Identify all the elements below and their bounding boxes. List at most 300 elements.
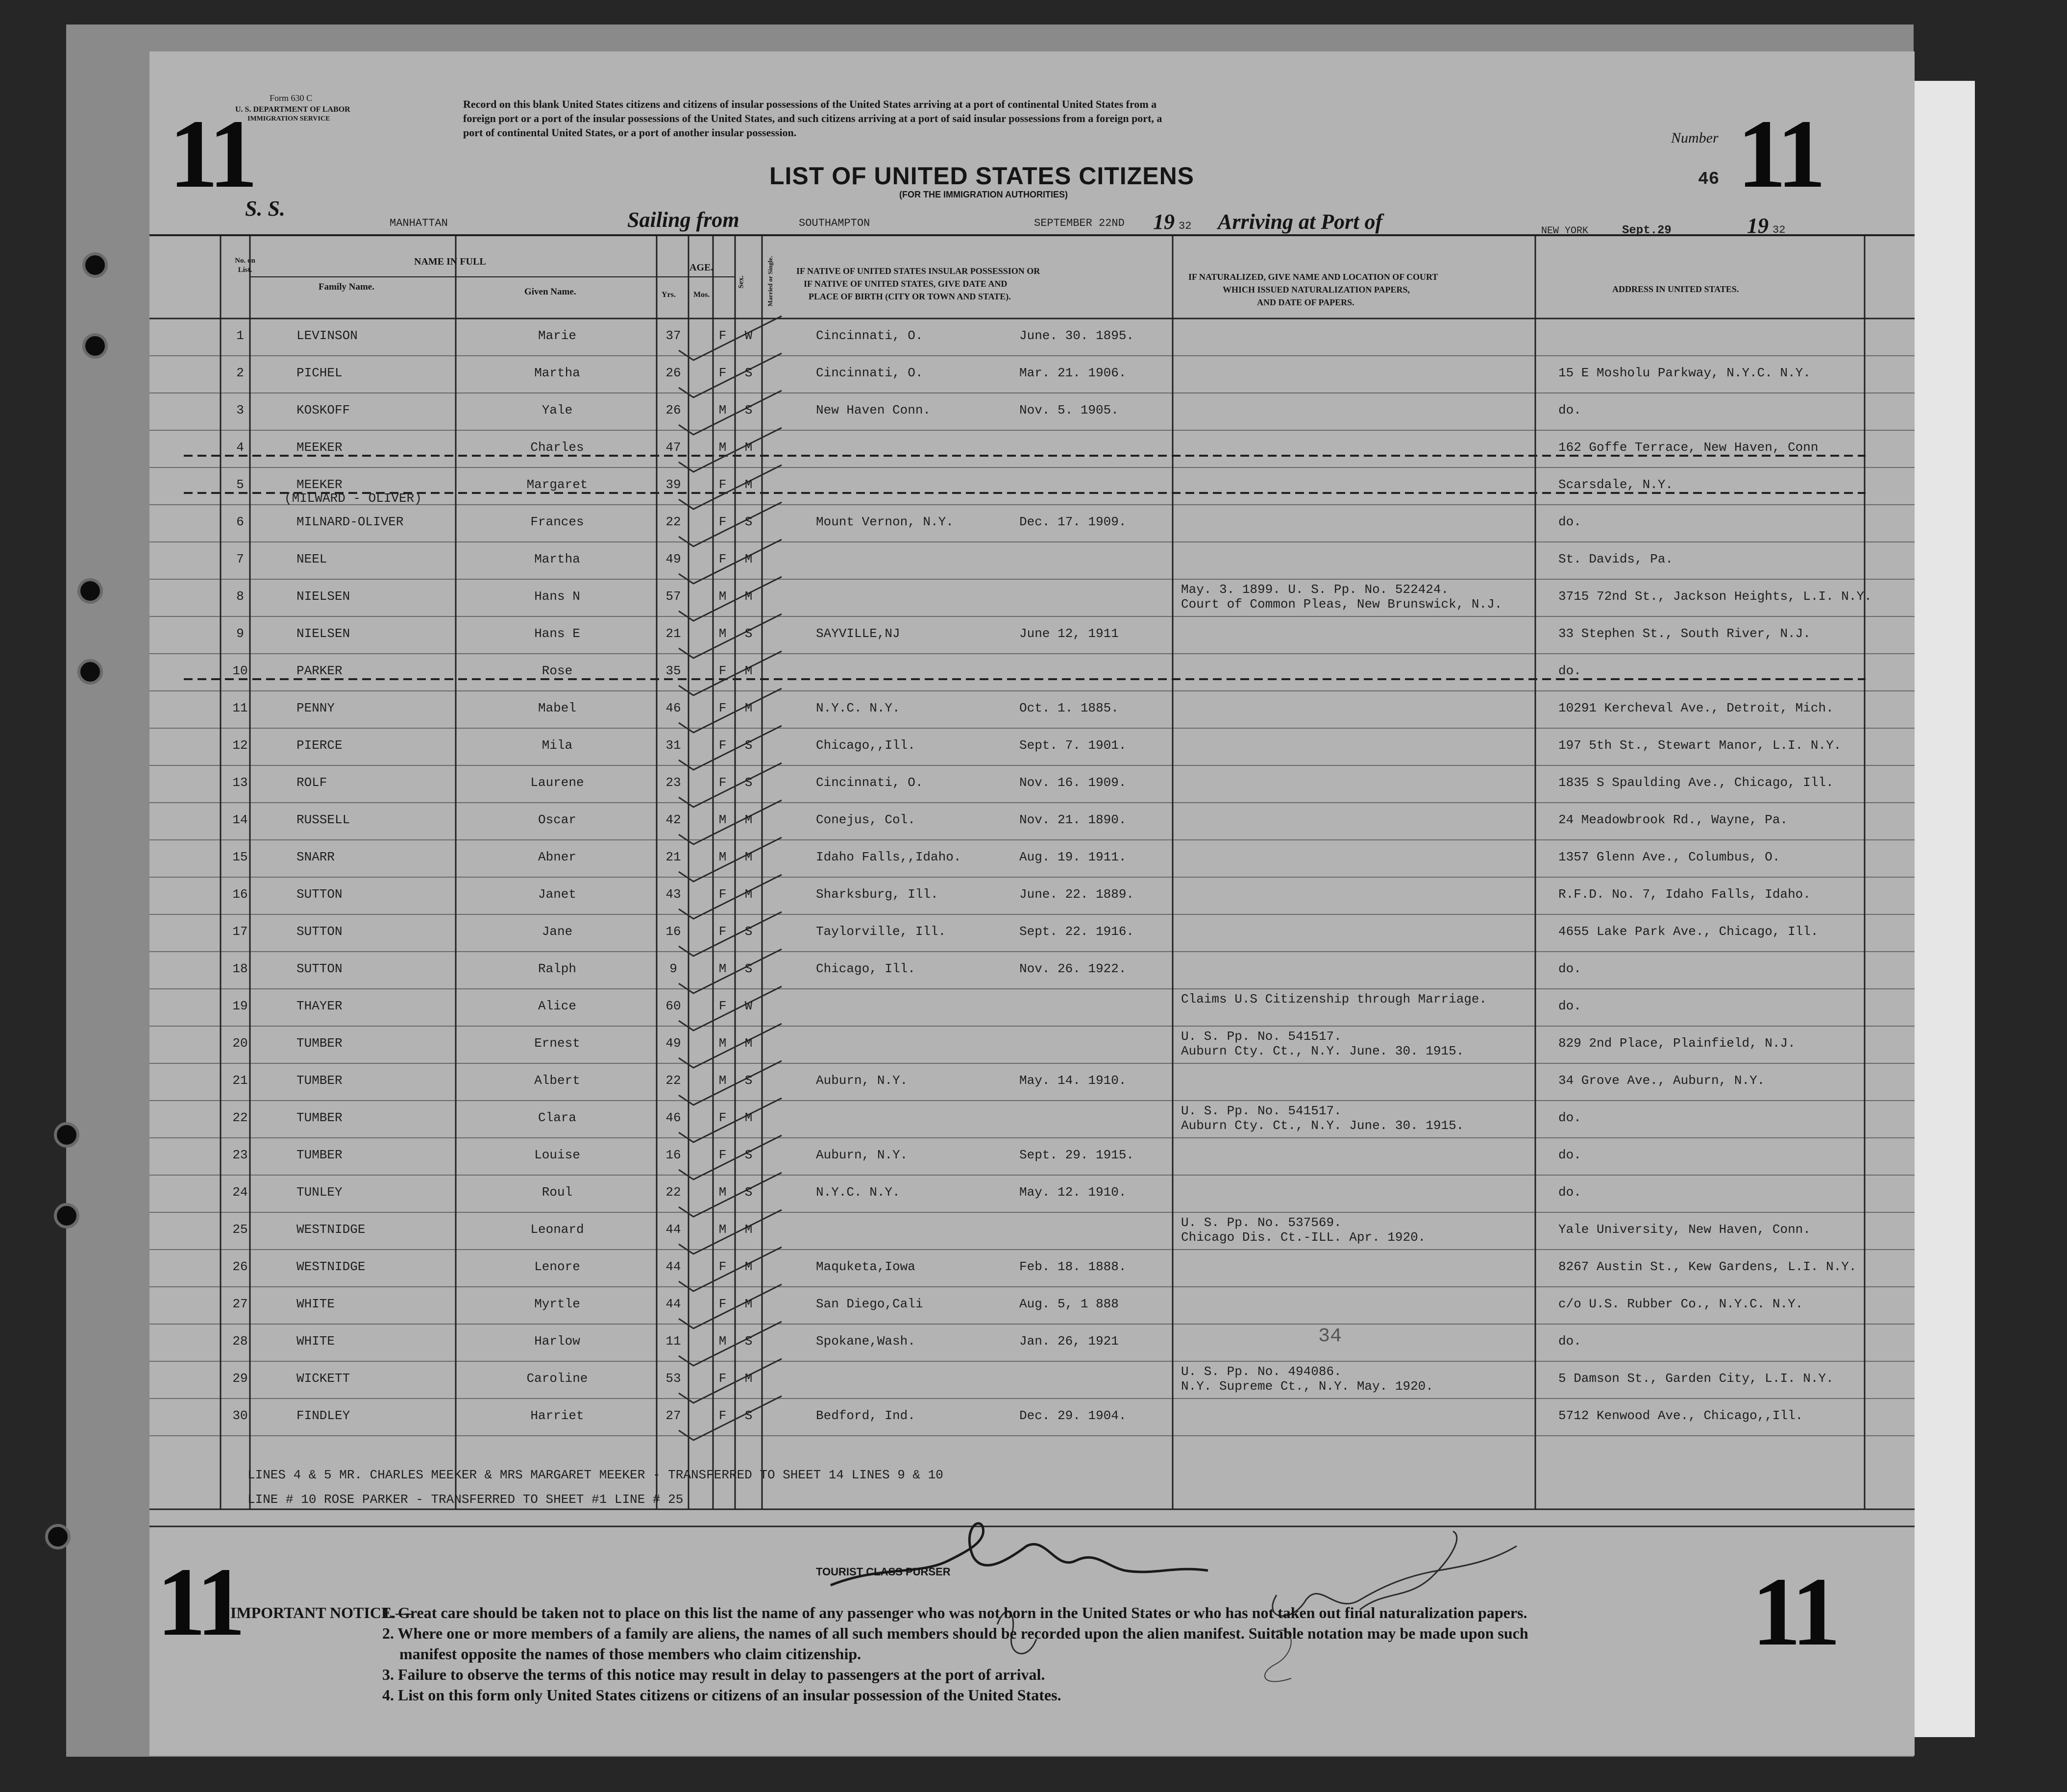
sheet-number: 46 [1698,169,1720,189]
transfer-note-2: LINE # 10 ROSE PARKER - TRANSFERRED TO SHEET #1 LINE # 25 [247,1492,684,1507]
marital-status: M [744,477,753,492]
birth-date: Dec. 29. 1904. [1019,1408,1127,1423]
naturalization-detail: Chicago Dis. Ct.-ILL. Apr. 1920. [1181,1230,1426,1245]
birth-date: Sept. 7. 1901. [1019,738,1127,753]
arrival-port: NEW YORK [1541,225,1589,237]
naturalization-detail: Auburn Cty. Ct., N.Y. June. 30. 1915. [1181,1118,1464,1133]
family-name: RUSSELL [296,812,350,827]
birth-date: Aug. 5, 1 888 [1019,1297,1119,1311]
family-name: PENNY [296,701,335,715]
given-name: Frances [530,515,584,529]
age-years: 22 [665,1073,681,1088]
given-name: Janet [538,887,576,902]
marital-status: S [744,515,753,529]
sex: M [718,440,727,455]
row-number: 10 [232,663,248,678]
family-name: TUMBER [296,1036,343,1051]
birth-date: June. 22. 1889. [1019,887,1134,902]
col-no-header: No. on List. [235,257,255,274]
birth-place: Taylorville, Ill. [816,924,946,939]
address: 33 Stephen St., South River, N.J. [1558,626,1811,641]
age-years: 44 [665,1297,681,1311]
sex: F [718,775,727,790]
family-name: PIERCE [296,738,343,753]
year-prefix-2: 19 [1747,214,1769,238]
row-number: 23 [232,1148,248,1162]
age-years: 16 [665,924,681,939]
age-years: 23 [665,775,681,790]
marital-status: S [744,775,753,790]
sex: M [718,1073,727,1088]
family-name: MEEKER [296,477,343,492]
address: 829 2nd Place, Plainfield, N.J. [1558,1036,1796,1051]
age-years: 26 [665,403,681,417]
address: 5 Damson St., Garden City, L.I. N.Y. [1558,1371,1834,1386]
birth-place: Spokane,Wash. [816,1334,915,1349]
sheet-number-top-right: 11 [1737,100,1822,208]
birth-place: Conejus, Col. [816,812,915,827]
col-name-header: NAME IN FULL [414,256,486,267]
family-name: KOSKOFF [296,403,350,417]
address: 162 Goffe Terrace, New Haven, Conn [1558,440,1819,455]
birth-place: Chicago,,Ill. [816,738,915,753]
row-number: 22 [232,1110,248,1125]
sheet-number-bottom-left: 11 [157,1548,242,1656]
naturalization-detail: U. S. Pp. No. 494086. [1181,1364,1342,1379]
sex: M [718,1185,727,1200]
marital-status: S [744,1073,753,1088]
sex: F [718,701,727,715]
age-years: 49 [665,1036,681,1051]
row-number: 7 [236,552,244,566]
col-given-header: Given Name. [524,287,576,297]
address: do. [1558,515,1581,529]
marital-status: M [744,589,753,604]
year-prefix-1: 19 [1153,210,1175,234]
address: 1835 S Spaulding Ave., Chicago, Ill. [1558,775,1834,790]
sex: F [718,366,727,380]
sex: M [718,850,727,864]
sex: F [718,1408,727,1423]
naturalization-detail: Court of Common Pleas, New Brunswick, N.J. [1181,597,1502,612]
address: do. [1558,1110,1581,1125]
address: 3715 72nd St., Jackson Heights, L.I. N.Y. [1558,589,1872,604]
age-years: 44 [665,1259,681,1274]
birth-date: June. 30. 1895. [1019,328,1134,343]
family-name: SNARR [296,850,335,864]
birth-place: SAYVILLE,NJ [816,626,900,641]
naturalization-detail: Auburn Cty. Ct., N.Y. June. 30. 1915. [1181,1044,1464,1058]
intro-line-1: Record on this blank United States citizens and citizens of insular possessions of the United States arriving at a port of continental United States from a [463,98,1157,110]
marital-status: M [744,701,753,715]
col-married-header: Married or Single. [766,256,774,307]
punch-hole [54,1122,79,1148]
age-years: 9 [669,961,677,976]
address: 5712 Kenwood Ave., Chicago,,Ill. [1558,1408,1803,1423]
punch-hole [54,1203,79,1228]
address: R.F.D. No. 7, Idaho Falls, Idaho. [1558,887,1811,902]
intro-line-2: foreign port or a port of the insular possessions of the United States, and such citizens arriving at a port of said insular possessions from a foreign port, a [463,112,1162,124]
row-number: 11 [232,701,248,715]
sex: F [718,887,727,902]
birth-date: Nov. 21. 1890. [1019,812,1127,827]
sex: M [718,1222,727,1237]
row-number: 6 [236,515,244,529]
marital-status: M [744,1297,753,1311]
given-name: Leonard [530,1222,584,1237]
marital-status: M [744,1036,753,1051]
row-number: 24 [232,1185,248,1200]
given-name: Albert [534,1073,580,1088]
family-name: MILNARD-OLIVER [296,515,404,529]
row-number: 25 [232,1222,248,1237]
address: do. [1558,1185,1581,1200]
given-name: Roul [541,1185,573,1200]
address: Yale University, New Haven, Conn. [1558,1222,1811,1237]
row-number: 20 [232,1036,248,1051]
given-name: Laurene [530,775,584,790]
col-yrs-header: Yrs. [662,291,676,299]
address: 34 Grove Ave., Auburn, N.Y. [1558,1073,1765,1088]
sex: F [718,477,727,492]
family-name: PARKER [296,663,343,678]
birth-place: Maquketa,Iowa [816,1259,915,1274]
intro-line-3: port of continental United States, or a port of another insular possession. [463,126,797,139]
notice-item-2: 2. Where one or more members of a family are aliens, the names of all such members should be recorded upon the alien manifest. Suitable notation may be made upon such [382,1624,1528,1642]
family-name: WHITE [296,1297,335,1311]
given-name: Abner [538,850,576,864]
family-name: WESTNIDGE [296,1259,366,1274]
family-name: TUMBER [296,1073,343,1088]
row-number: 21 [232,1073,248,1088]
family-name: SUTTON [296,924,343,939]
given-name: Jane [541,924,573,939]
birth-place: New Haven Conn. [816,403,931,417]
row-number: 5 [236,477,244,492]
age-years: 57 [665,589,681,604]
given-name: Charles [530,440,584,455]
sex: M [718,961,727,976]
page-title: LIST OF UNITED STATES CITIZENS [769,162,1195,190]
sex: F [718,924,727,939]
sex: M [718,812,727,827]
age-years: 31 [665,738,681,753]
family-name-alt: (MILWARD - OLIVER) [284,491,422,506]
address: 197 5th St., Stewart Manor, L.I. N.Y. [1558,738,1842,753]
sex: F [718,1110,727,1125]
col-nat-header-2: WHICH ISSUED NATURALIZATION PAPERS, [1223,285,1410,295]
family-name: NIELSEN [296,589,350,604]
birth-date: June 12, 1911 [1019,626,1119,641]
notice-heading: IMPORTANT NOTICE.— [230,1604,412,1621]
given-name: Alice [538,999,576,1013]
marital-status: S [744,924,753,939]
marital-status: W [744,999,753,1013]
purser-label: TOURIST CLASS PURSER [816,1566,951,1578]
birth-date: Aug. 19. 1911. [1019,850,1127,864]
given-name: Harlow [534,1334,580,1349]
marital-status: S [744,1148,753,1162]
family-name: TUNLEY [296,1185,343,1200]
row-number: 19 [232,999,248,1013]
birth-place: San Diego,Cali [816,1297,923,1311]
departure-date: SEPTEMBER 22ND [1034,217,1125,229]
col-address-header: ADDRESS IN UNITED STATES. [1612,284,1739,294]
row-number: 30 [232,1408,248,1423]
given-name: Martha [534,366,580,380]
row-number: 14 [232,812,248,827]
age-years: 37 [665,328,681,343]
sex: F [718,515,727,529]
given-name: Hans E [534,626,580,641]
address: do. [1558,999,1581,1013]
department: U. S. DEPARTMENT OF LABOR [235,105,350,114]
marital-status: S [744,738,753,753]
given-name: Martha [534,552,580,566]
given-name: Mabel [538,701,576,715]
birth-date: Jan. 26, 1921 [1019,1334,1119,1349]
address: Scarsdale, N.Y. [1558,477,1673,492]
family-name: WESTNIDGE [296,1222,366,1237]
row-number: 18 [232,961,248,976]
marital-status: M [744,440,753,455]
sheet-number-bottom-right: 11 [1752,1558,1837,1666]
address: do. [1558,1334,1581,1349]
address: 24 Meadowbrook Rd., Wayne, Pa. [1558,812,1788,827]
birth-date: Mar. 21. 1906. [1019,366,1127,380]
age-years: 39 [665,477,681,492]
col-age-header: AGE. [689,262,714,273]
row-number: 12 [232,738,248,753]
row-number: 28 [232,1334,248,1349]
punch-hole [45,1524,71,1549]
age-years: 22 [665,515,681,529]
row-number: 26 [232,1259,248,1274]
address: 4655 Lake Park Ave., Chicago, Ill. [1558,924,1819,939]
notice-item-3: 3. Failure to observe the terms of this notice may result in delay to passengers at the port of arrival. [382,1666,1045,1683]
birth-date: May. 14. 1910. [1019,1073,1127,1088]
birth-date: May. 12. 1910. [1019,1185,1127,1200]
row-number: 15 [232,850,248,864]
age-years: 27 [665,1408,681,1423]
sheet-number-top-left: 11 [169,100,254,208]
punch-hole [77,659,103,685]
marital-status: M [744,552,753,566]
family-name: LEVINSON [296,328,358,343]
given-name: Myrtle [534,1297,580,1311]
family-name: PICHEL [296,366,343,380]
arrival-date: Sept.29 [1622,224,1672,237]
given-name: Ralph [538,961,576,976]
age-years: 26 [665,366,681,380]
given-name: Clara [538,1110,576,1125]
family-name: NIELSEN [296,626,350,641]
notice-item-2-cont: manifest opposite the names of those members who claim citizenship. [399,1645,861,1663]
given-name: Marie [538,328,576,343]
row-number: 2 [236,366,244,380]
family-name: TUMBER [296,1110,343,1125]
given-name: Louise [534,1148,580,1162]
birth-place: Chicago, Ill. [816,961,915,976]
from-port: SOUTHAMPTON [799,217,870,229]
page-edge [1911,81,1975,1737]
marital-status: M [744,1371,753,1386]
transfer-note-1: LINES 4 & 5 MR. CHARLES MEEKER & MRS MARGARET MEEKER - TRANSFERRED TO SHEET 14 LINES 9 & 10 [247,1468,943,1482]
address: do. [1558,1148,1581,1162]
age-years: 16 [665,1148,681,1162]
naturalization-detail: May. 3. 1899. U. S. Pp. No. 522424. [1181,582,1449,597]
ship-name: MANHATTAN [390,217,448,229]
family-name: WHITE [296,1334,335,1349]
birth-place: Sharksburg, Ill. [816,887,938,902]
marital-status: S [744,1408,753,1423]
birth-place: Auburn, N.Y. [816,1073,908,1088]
age-years: 42 [665,812,681,827]
sex: F [718,328,727,343]
address: do. [1558,961,1581,976]
marital-status: M [744,1259,753,1274]
birth-date: Nov. 5. 1905. [1019,403,1119,417]
birth-place: Bedford, Ind. [816,1408,915,1423]
address: c/o U.S. Rubber Co., N.Y.C. N.Y. [1558,1297,1803,1311]
given-name: Ernest [534,1036,580,1051]
age-years: 21 [665,626,681,641]
given-name: Oscar [538,812,576,827]
ss-label: S. S. [245,196,285,221]
marital-status: M [744,887,753,902]
address: 15 E Mosholu Parkway, N.Y.C. N.Y. [1558,366,1811,380]
family-name: NEEL [296,552,327,566]
address: do. [1558,403,1581,417]
col-birth-header-3: PLACE OF BIRTH (CITY OR TOWN AND STATE). [809,292,1011,301]
row-number: 1 [236,328,244,343]
age-years: 21 [665,850,681,864]
col-birth-header-1: IF NATIVE OF UNITED STATES INSULAR POSSESSION OR [796,266,1040,276]
sex: F [718,1148,727,1162]
notice-item-1: 1. Great care should be taken not to place on this list the name of any passenger who was not born in the United States or who has not taken out final naturalization papers. [382,1604,1527,1621]
birth-date: Sept. 22. 1916. [1019,924,1134,939]
sex: M [718,1036,727,1051]
family-name: ROLF [296,775,327,790]
naturalization-detail: U. S. Pp. No. 541517. [1181,1029,1342,1044]
naturalization-detail: N.Y. Supreme Ct., N.Y. May. 1920. [1181,1379,1433,1394]
given-name: Yale [541,403,573,417]
sex: F [718,663,727,678]
address: do. [1558,663,1581,678]
sex: F [718,999,727,1013]
year-2: 32 [1772,224,1786,236]
row-number: 9 [236,626,244,641]
birth-date: Feb. 18. 1888. [1019,1259,1127,1274]
punch-hole [82,252,108,278]
marital-status: S [744,366,753,380]
page-subtitle: (FOR THE IMMIGRATION AUTHORITIES) [899,190,1068,199]
service: IMMIGRATION SERVICE [247,115,330,123]
manifest-sheet [149,51,1915,1756]
col-nat-header-3: AND DATE OF PAPERS. [1257,297,1354,307]
sex: F [718,1297,727,1311]
marital-status: M [744,850,753,864]
row-number: 27 [232,1297,248,1311]
age-years: 43 [665,887,681,902]
age-years: 11 [665,1334,681,1349]
naturalization-detail: U. S. Pp. No. 541517. [1181,1104,1342,1118]
marital-status: M [744,812,753,827]
sailing-label: Sailing from [627,208,739,232]
punch-hole [82,333,108,359]
row-number: 13 [232,775,248,790]
address: 8267 Austin St., Kew Gardens, L.I. N.Y. [1558,1259,1857,1274]
col-sex-header: Sex. [737,275,745,289]
family-name: MEEKER [296,440,343,455]
age-years: 60 [665,999,681,1013]
birth-date: Nov. 16. 1909. [1019,775,1127,790]
naturalization-detail: Claims U.S Citizenship through Marriage. [1181,992,1487,1006]
col-family-header: Family Name. [319,282,374,292]
sex: F [718,1259,727,1274]
birth-place: N.Y.C. N.Y. [816,701,900,715]
row-number: 29 [232,1371,248,1386]
sex: M [718,589,727,604]
year-1: 32 [1179,220,1192,232]
address: 1357 Glenn Ave., Columbus, O. [1558,850,1780,864]
sex: M [718,403,727,417]
sex: F [718,738,727,753]
birth-place: Cincinnati, O. [816,328,923,343]
arriving-label: Arriving at Port of [1218,210,1383,234]
given-name: Margaret [526,477,588,492]
handwritten-count: 34 [1318,1326,1342,1348]
birth-place: Auburn, N.Y. [816,1148,908,1162]
address: 10291 Kercheval Ave., Detroit, Mich. [1558,701,1834,715]
given-name: Hans N [534,589,580,604]
family-name: TUMBER [296,1148,343,1162]
given-name: Harriet [530,1408,584,1423]
form-number: Form 630 C [270,93,313,103]
marital-status: S [744,626,753,641]
given-name: Rose [541,663,573,678]
birth-date: Nov. 26. 1922. [1019,961,1127,976]
marital-status: M [744,1222,753,1237]
age-years: 46 [665,701,681,715]
sex: F [718,1371,727,1386]
address: St. Davids, Pa. [1558,552,1673,566]
family-name: FINDLEY [296,1408,350,1423]
notice-item-4: 4. List on this form only United States citizens or citizens of an insular possession of the United States. [382,1686,1061,1704]
row-number: 8 [236,589,244,604]
number-label: Number [1671,130,1719,146]
age-years: 44 [665,1222,681,1237]
birth-date: Dec. 17. 1909. [1019,515,1127,529]
marital-status: S [744,961,753,976]
age-years: 46 [665,1110,681,1125]
age-years: 47 [665,440,681,455]
birth-date: Sept. 29. 1915. [1019,1148,1134,1162]
birth-place: Cincinnati, O. [816,366,923,380]
row-number: 17 [232,924,248,939]
given-name: Mila [541,738,573,753]
naturalization-detail: U. S. Pp. No. 537569. [1181,1215,1342,1230]
birth-place: Idaho Falls,,Idaho. [816,850,961,864]
col-nat-header-1: IF NATURALIZED, GIVE NAME AND LOCATION OF COURT [1188,272,1438,282]
age-years: 49 [665,552,681,566]
birth-place: Cincinnati, O. [816,775,923,790]
age-years: 35 [665,663,681,678]
row-number: 16 [232,887,248,902]
col-birth-header-2: IF NATIVE OF UNITED STATES, GIVE DATE AND [804,279,1008,289]
col-mos-header: Mos. [693,291,710,299]
sex: F [718,552,727,566]
